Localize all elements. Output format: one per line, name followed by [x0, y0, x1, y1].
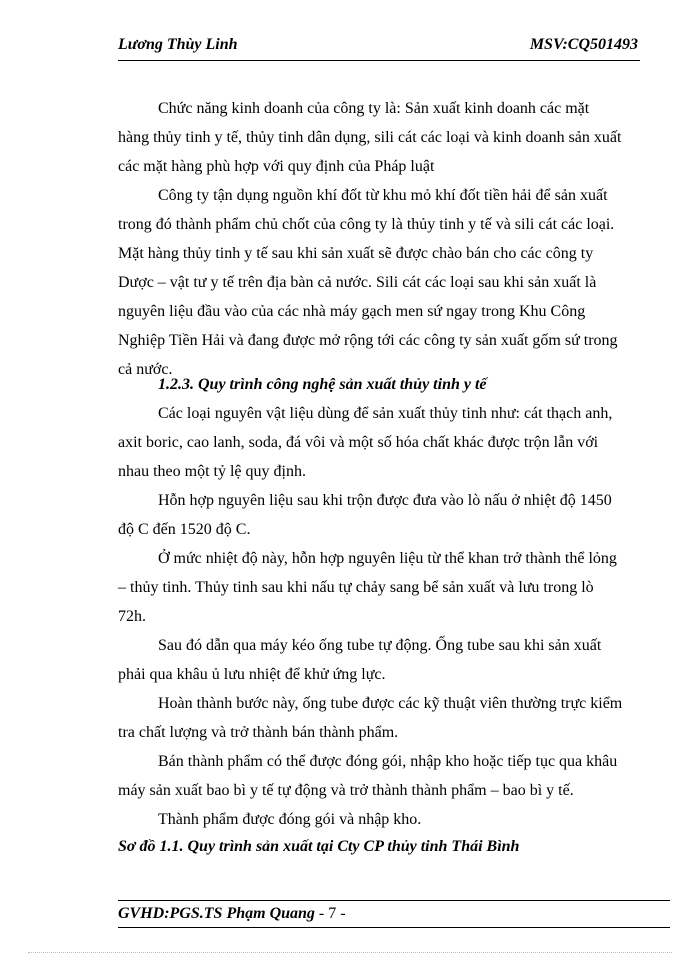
footer-rule-top — [118, 900, 670, 901]
text-line: cả nước. — [118, 361, 173, 378]
text-line: nhau theo một tỷ lệ quy định. — [118, 463, 306, 480]
page-number: - 7 - — [318, 905, 346, 922]
text-line: Hoàn thành bước này, ống tube được các kỹ thuật viên thường trực kiểm — [158, 695, 623, 712]
text-line: các mặt hàng phù hợp với quy định của Pháp luật — [118, 158, 435, 175]
section-heading: 1.2.3. Quy trình công nghệ sản xuất thủy tinh y tế — [158, 376, 487, 393]
page-bottom-edge — [28, 952, 672, 953]
text-line: phải qua khâu ủ lưu nhiệt để khử ứng lực. — [118, 666, 386, 683]
text-line: Hỗn hợp nguyên liệu sau khi trộn được đưa vào lò nấu ở nhiệt độ 1450 — [158, 492, 612, 509]
text-line: độ C đến 1520 độ C. — [118, 521, 251, 538]
text-line: axit boric, cao lanh, soda, đá vôi và một số hóa chất khác được trộn lẫn với — [118, 434, 599, 451]
text-line: Bán thành phẩm có thể được đóng gói, nhập kho hoặc tiếp tục qua khâu — [158, 753, 618, 770]
diagram-caption: Sơ đồ 1.1. Quy trình sản xuất tại Cty CP thủy tinh Thái Bình — [118, 838, 520, 855]
text-line: Mặt hàng thủy tinh y tế sau khi sản xuất sẽ được chào bán cho các công ty — [118, 245, 594, 262]
text-line: – thủy tinh. Thủy tinh sau khi nấu tự chảy sang bể sản xuất và lưu trong lò — [118, 579, 594, 596]
text-line: trong đó thành phẩm chủ chốt của công ty là thủy tinh y tế và sili cát các loại. — [118, 216, 615, 233]
author-name: Lương Thùy Linh — [118, 36, 238, 53]
text-line: Các loại nguyên vật liệu dùng để sản xuất thủy tinh như: cát thạch anh, — [158, 405, 613, 422]
text-line: Dược – vật tư y tế trên địa bàn cả nước. Sili cát các loại sau khi sản xuất là — [118, 274, 597, 291]
text-line: Chức năng kinh doanh của công ty là: Sản xuất kinh doanh các mặt — [158, 100, 590, 117]
header-rule — [118, 60, 640, 61]
text-line: Sau đó dẫn qua máy kéo ống tube tự động. Ống tube sau khi sản xuất — [158, 637, 602, 654]
text-line: tra chất lượng và trở thành bán thành phẩm. — [118, 724, 399, 741]
footer-rule-bottom — [118, 927, 670, 928]
text-line: nguyên liệu đầu vào của các nhà máy gạch men sứ ngay trong Khu Công — [118, 303, 586, 320]
text-line: Ở mức nhiệt độ này, hỗn hợp nguyên liệu từ thể khan trở thành thể lỏng — [158, 550, 617, 567]
supervisor-name: GVHD:PGS.TS Phạm Quang — [118, 905, 315, 922]
text-line: 72h. — [118, 608, 146, 625]
text-line: máy sản xuất bao bì y tế tự động và trở thành thành phẩm – bao bì y tế. — [118, 782, 574, 799]
text-line: Nghiệp Tiền Hải và đang được mở rộng tới các công ty sản xuất gốm sứ trong — [118, 332, 618, 349]
text-line: hàng thủy tinh y tế, thủy tinh dân dụng, sili cát các loại và kinh doanh sản xuất — [118, 129, 622, 146]
page-header — [118, 36, 638, 58]
page-footer — [118, 905, 346, 923]
text-line: Công ty tận dụng nguồn khí đốt từ khu mỏ khí đốt tiền hải để sản xuất — [158, 187, 608, 204]
text-line: Thành phẩm được đóng gói và nhập kho. — [158, 811, 422, 828]
student-id: MSV:CQ501493 — [529, 36, 638, 53]
